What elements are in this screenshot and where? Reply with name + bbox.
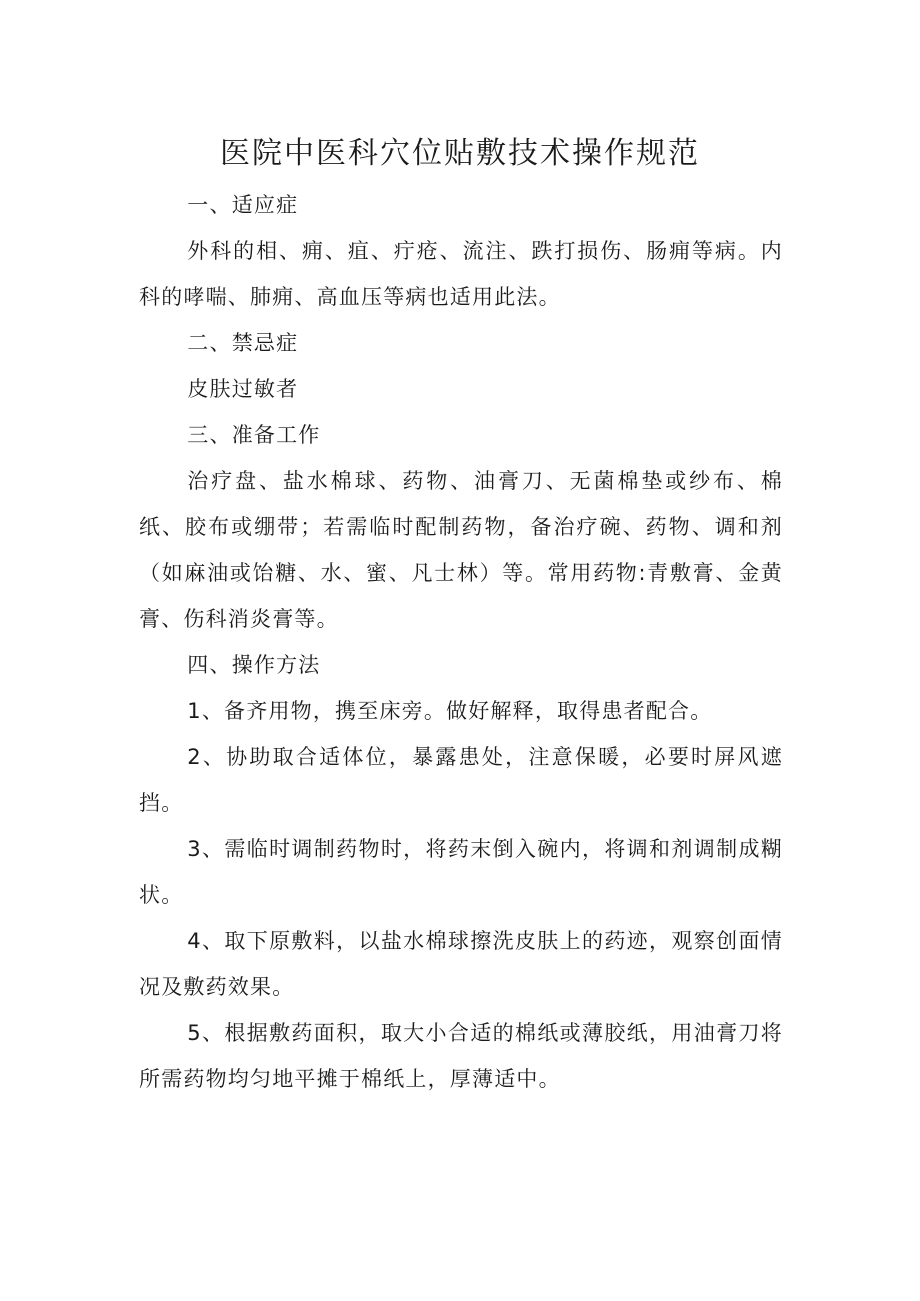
document-body xyxy=(139,182,783,1102)
paragraph: 治疗盘、盐水棉球、药物、油膏刀、无菌棉垫或纱布、棉纸、胶布或绷带；若需临时配制药物，备治疗碗、药物、调和剂（如麻油或饴糖、水、蜜、凡士林）等。常用药物:青敷膏、金黄膏、伤科消炎膏等。 xyxy=(139,469,783,631)
paragraph: 皮肤过敏者 xyxy=(187,377,299,401)
paragraph: 1、备齐用物，携至床旁。做好解释，取得患者配合。 xyxy=(187,699,713,723)
section-heading: 三、准备工作 xyxy=(187,423,321,447)
paragraph: 2、协助取合适体位，暴露患处，注意保暖，必要时屏风遮挡。 xyxy=(139,745,783,815)
paragraph: 外科的相、痈、疽、疔疮、流注、跌打损伤、肠痈等病。内科的哮喘、肺痈、高血压等病也适用此法。 xyxy=(139,239,783,309)
section-heading: 一、适应症 xyxy=(187,193,299,217)
document-title: 医院中医科穴位贴敷技术操作规范 xyxy=(220,136,700,171)
paragraph: 5、根据敷药面积，取大小合适的棉纸或薄胶纸，用油膏刀将所需药物均匀地平摊于棉纸上，厚薄适中。 xyxy=(139,1021,783,1091)
section-heading: 四、操作方法 xyxy=(187,653,321,677)
section-heading: 二、禁忌症 xyxy=(187,331,299,355)
paragraph: 4、取下原敷料，以盐水棉球擦洗皮肤上的药迹，观察创面情况及敷药效果。 xyxy=(139,929,783,999)
paragraph: 3、需临时调制药物时，将药末倒入碗内，将调和剂调制成糊状。 xyxy=(139,837,783,907)
